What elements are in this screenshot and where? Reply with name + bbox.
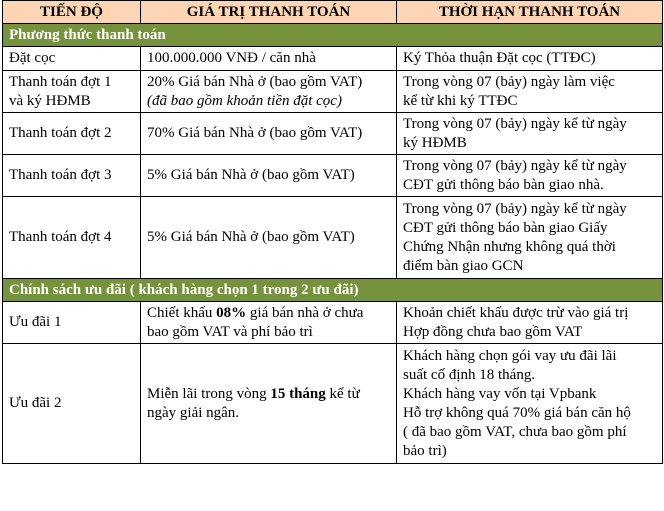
stage-cell: Đặt cọc	[3, 47, 141, 71]
header-thoi-han: THỜI HẠN THANH TOÁN	[397, 1, 663, 24]
deadline-cell: Trong vòng 07 (bảy) ngày kể từ ngày CĐT gửi thông báo bàn giao Giấy Chứng Nhận nhưng không quá thời điểm bàn giao GCN	[397, 197, 663, 279]
deadline-cell: Trong vòng 07 (bảy) ngày làm việc kể từ khi ký TTĐC	[397, 71, 663, 113]
value-cell: 5% Giá bán Nhà ở (bao gồm VAT)	[141, 155, 397, 197]
section-incentive-policy	[3, 279, 663, 302]
incentive-value-cell: Chiết khấu 08% giá bán nhà ở chưa bao gồm VAT và phí bảo trì	[141, 302, 397, 344]
table-row	[3, 47, 663, 71]
table-row	[3, 113, 663, 155]
incentive-value-cell: Miễn lãi trong vòng 15 tháng kể từ ngày giải ngân.	[141, 344, 397, 464]
header-row	[3, 1, 663, 24]
incentive-note-cell: Khoản chiết khấu được trừ vào giá trị Hợp đồng chưa bao gồm VAT	[397, 302, 663, 344]
table-row	[3, 71, 663, 113]
section-title: Chính sách ưu đãi ( khách hàng chọn 1 trong 2 ưu đãi)	[3, 279, 663, 302]
value-cell: 20% Giá bán Nhà ở (bao gồm VAT) (đã bao gồm khoản tiền đặt cọc)	[141, 71, 397, 113]
incentive-cell: Ưu đãi 2	[3, 344, 141, 464]
table-row	[3, 302, 663, 344]
payment-schedule-table	[2, 0, 663, 464]
deadline-cell: Trong vòng 07 (bảy) ngày kể từ ngày ký HĐMB	[397, 113, 663, 155]
header-gia-tri: GIÁ TRỊ THANH TOÁN	[141, 1, 397, 24]
stage-cell: Thanh toán đợt 1 và ký HĐMB	[3, 71, 141, 113]
header-tien-do: TIẾN ĐỘ	[3, 1, 141, 24]
value-cell: 5% Giá bán Nhà ở (bao gồm VAT)	[141, 197, 397, 279]
stage-cell: Thanh toán đợt 2	[3, 113, 141, 155]
section-payment-method	[3, 24, 663, 47]
deadline-cell: Ký Thỏa thuận Đặt cọc (TTĐC)	[397, 47, 663, 71]
incentive-cell: Ưu đãi 1	[3, 302, 141, 344]
table-row	[3, 344, 663, 464]
table-row	[3, 155, 663, 197]
section-title: Phương thức thanh toán	[3, 24, 663, 47]
incentive-note-cell: Khách hàng chọn gói vay ưu đãi lãi suất cố định 18 tháng. Khách hàng vay vốn tại Vpbank Hỗ trợ không quá 70% giá bán căn hộ ( đã bao gồm VAT, chưa bao gồm phí bảo trì)	[397, 344, 663, 464]
stage-cell: Thanh toán đợt 4	[3, 197, 141, 279]
table-row	[3, 197, 663, 279]
value-cell: 70% Giá bán Nhà ở (bao gồm VAT)	[141, 113, 397, 155]
stage-cell: Thanh toán đợt 3	[3, 155, 141, 197]
deadline-cell: Trong vòng 07 (bảy) ngày kể từ ngày CĐT gửi thông báo bàn giao nhà.	[397, 155, 663, 197]
value-cell: 100.000.000 VNĐ / căn nhà	[141, 47, 397, 71]
